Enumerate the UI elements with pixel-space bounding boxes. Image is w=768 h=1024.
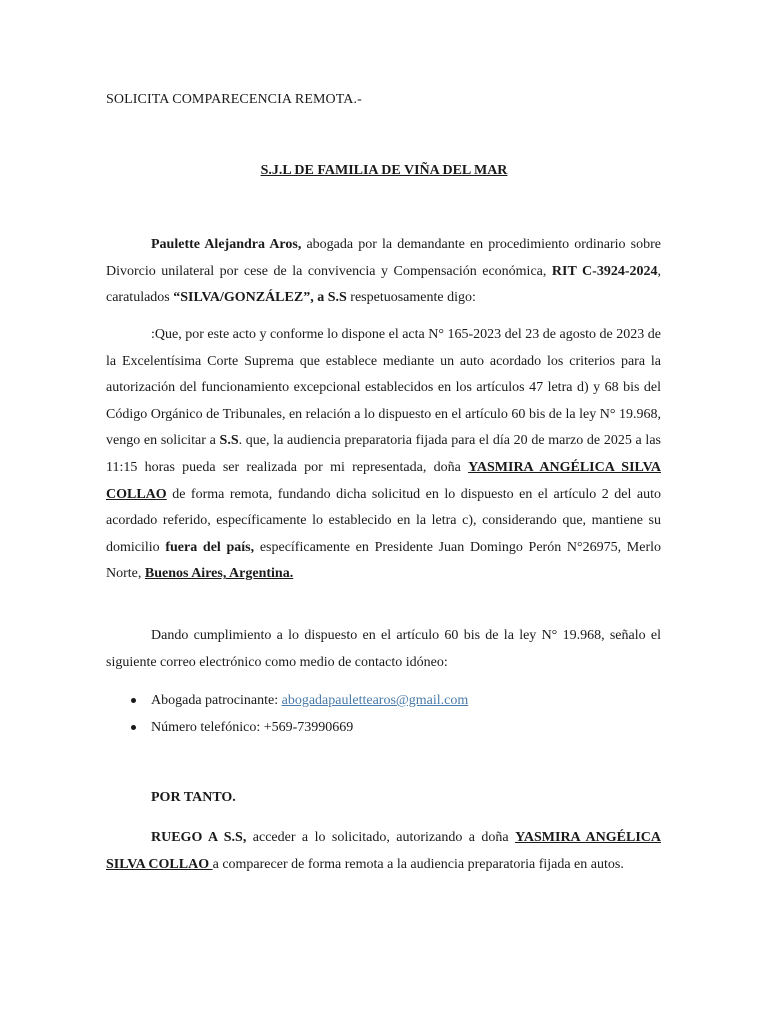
intro-text-1: abogada por la demandante en procedimiento ordinario sobre Divorcio unilateral por cese de la convivencia y Compensación económica, <box>106 237 661 279</box>
case-caption: “SILVA/GONZÁLEZ”, a S.S <box>173 290 347 306</box>
contact-paragraph: Dando cumplimiento a lo dispuesto en el artículo 60 bis de la ley N° 19.968, señalo el siguiente correo electrónico como medio de contacto idóneo: <box>106 628 661 670</box>
email-link[interactable]: abogadapaulettearos@gmail.com <box>281 693 469 708</box>
subject-line: SOLICITA COMPARECENCIA REMOTA.- <box>106 92 362 107</box>
request-text-4: específicamente en Presidente Juan Domingo Perón N°26975, Merlo Norte, <box>106 539 661 582</box>
contact-list <box>106 687 661 741</box>
lawyer-name: Paulette Alejandra Aros, <box>151 237 302 252</box>
request-text-2: . que, la audiencia preparatoria fijada para el día 20 de marzo de 2025 a las 11:15 horas pueda ser realizada por mi representada, doña <box>106 433 661 475</box>
bullet-icon <box>131 698 136 703</box>
party-name: YASMIRA ANGÉLICA SILVA COLLAO <box>106 459 661 502</box>
intro-text-2: , caratulados <box>106 263 661 306</box>
request-text-3: de forma remota, fundando dicha solicitud en lo dispuesto en el artículo 2 del auto acordado referido, específicamente lo establecido en la letra c), considerando que, mantiene su domicilio <box>106 486 661 555</box>
email-label: Abogada patrocinante: <box>151 693 282 708</box>
por-tanto-heading: POR TANTO. <box>151 790 236 805</box>
request-text-1: :Que, por este acto y conforme lo dispone el acta N° 165-2023 del 23 de agosto de 2023 de la Excelentísima Corte Suprema que establece mediante un auto acordado los criterios para la autorización del funcionamiento excepcional establecidos en los artículos 47 letra d) y 68 bis del Código Orgánico de Tribunales, en relación a lo dispuesto en el artículo 60 bis de la ley N° 19.968, vengo en solicitar a <box>106 327 661 449</box>
bullet-icon <box>131 725 136 730</box>
list-item <box>106 687 661 714</box>
request-paragraph <box>106 322 661 588</box>
petition-text-1: acceder a lo solicitado, autorizando a doña <box>246 830 516 845</box>
list-item <box>106 714 661 741</box>
ss-reference: S.S <box>219 433 239 449</box>
abroad-note: fuera del país, <box>165 539 255 555</box>
court-heading: S.J.L DE FAMILIA DE VIÑA DEL MAR <box>260 163 508 178</box>
phone-text: Número telefónico: +569-73990669 <box>151 720 354 735</box>
petition-paragraph <box>106 825 661 878</box>
intro-text-3: respetuosamente digo: <box>346 290 476 306</box>
petition-text-2: a comparecer de forma remota a la audiencia preparatoria fijada en autos. <box>212 856 624 872</box>
party-name-petition: YASMIRA ANGÉLICA SILVA COLLAO <box>106 830 662 872</box>
case-rit: RIT C-3924-2024 <box>551 263 658 279</box>
residence-city: Buenos Aires, Argentina. <box>144 566 294 582</box>
ruego-label: RUEGO A S.S, <box>151 830 247 845</box>
intro-paragraph <box>106 232 661 312</box>
